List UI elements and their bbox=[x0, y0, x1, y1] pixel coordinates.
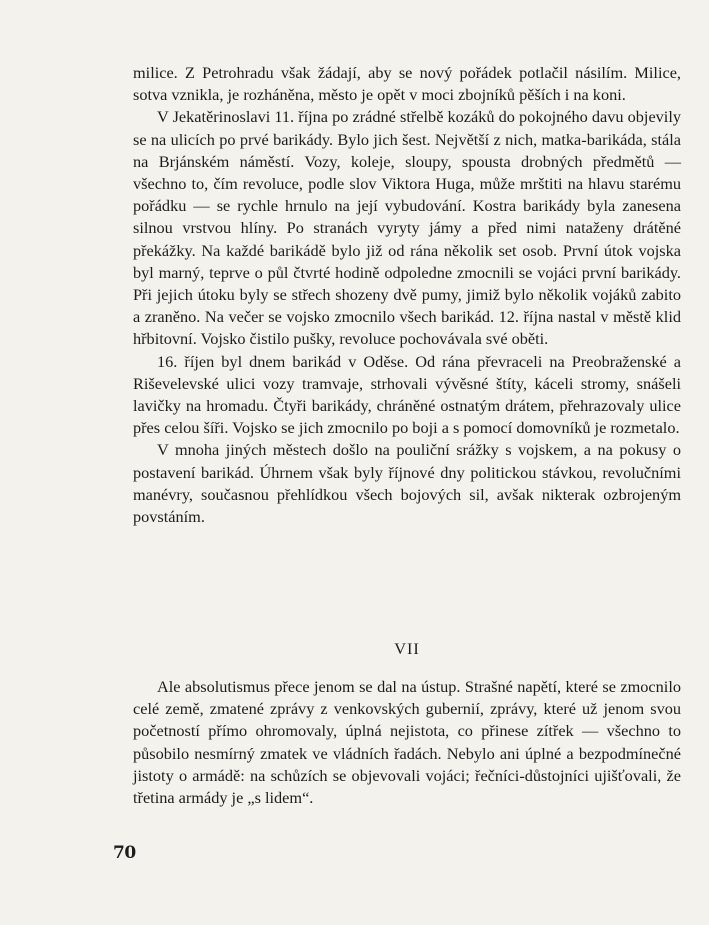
section-heading: VII bbox=[394, 639, 420, 658]
paragraph-4: V mnoha jiných městech došlo na pouliční srážky s vojskem, a na pokusy o postavení barikád. Úhrnem však byly říjnové dny politickou stávkou, revolučními manévry, současnou přehlídkou všech bojových sil, avšak nikterak ozbrojeným povstáním. bbox=[133, 440, 681, 527]
paragraph-3: 16. říjen byl dnem barikád v Oděse. Od rána převraceli na Preobraženské a Riševelevské ulici vozy tramvaje, strhovali vývěsné štíty, káceli stromy, snášeli lavičky na hromadu. Čtyři barikády, chráněné ostnatým drátem, přehrazovaly ulice přes celou šíři. Vojsko se jich zmocnilo po boji a s pomocí domovníků je rozmetalo. bbox=[133, 351, 681, 438]
paragraph-1: milice. Z Petrohradu však žádají, aby se nový pořádek potlačil násilím. Milice, sotva vznikla, je rozháněna, město je opět v moci zbojníků pěších i na koni. bbox=[133, 63, 681, 105]
body-text-top bbox=[133, 62, 681, 528]
page-number: 70 bbox=[113, 843, 136, 863]
paragraph-2: V Jekatěrinoslavi 11. října po zrádné střelbě kozáků do pokojného davu objevily se na ulicích po prvé barikády. Bylo jich šest. Největší z nich, matka-barikáda, stála na Brjánském náměstí. Vozy, koleje, sloupy, spousta drobných předmětů — všechno to, čím revoluce, podle slov Viktora Huga, může mrštiti na hlavu starému pořádku — se rychle hrnulo na její vybudování. Kostra barikády byla zanesena silnou vrstvou hlíny. Po stranách vyryty jámy a před nimi nataženy drátěné překážky. Na každé barikádě bylo již od rána několik set osob. První útok vojska byl marný, teprve o půl čtvrté hodině odpoledne zmocnili se vojáci první barikády. Při jejich útoku byly se střech shozeny dvě pumy, jimiž bylo několik vojáků zabito a zraněno. Na večer se vojsko zmocnilo všech barikád. 12. října nastal v městě klid hřbitovní. Vojsko čistilo pušky, revoluce pochovávala své oběti. bbox=[133, 107, 681, 349]
body-text-bottom bbox=[133, 676, 681, 809]
paragraph-5: Ale absolutismus přece jenom se dal na ústup. Strašné napětí, které se zmocnilo celé země, zmatené zprávy z venkovských gubernií, zprávy, které už jenom svou početností přímo ohromovaly, úplná nejistota, co přinese zítřek — všechno to působilo nesmírný zmatek ve vládních řadách. Nebylo ani úplné a bezpodmínečné jistoty o armádě: na schůzích se objevovali vojáci; řečníci-důstojníci ujišťovali, že třetina armády je „s lidem“. bbox=[133, 677, 681, 808]
